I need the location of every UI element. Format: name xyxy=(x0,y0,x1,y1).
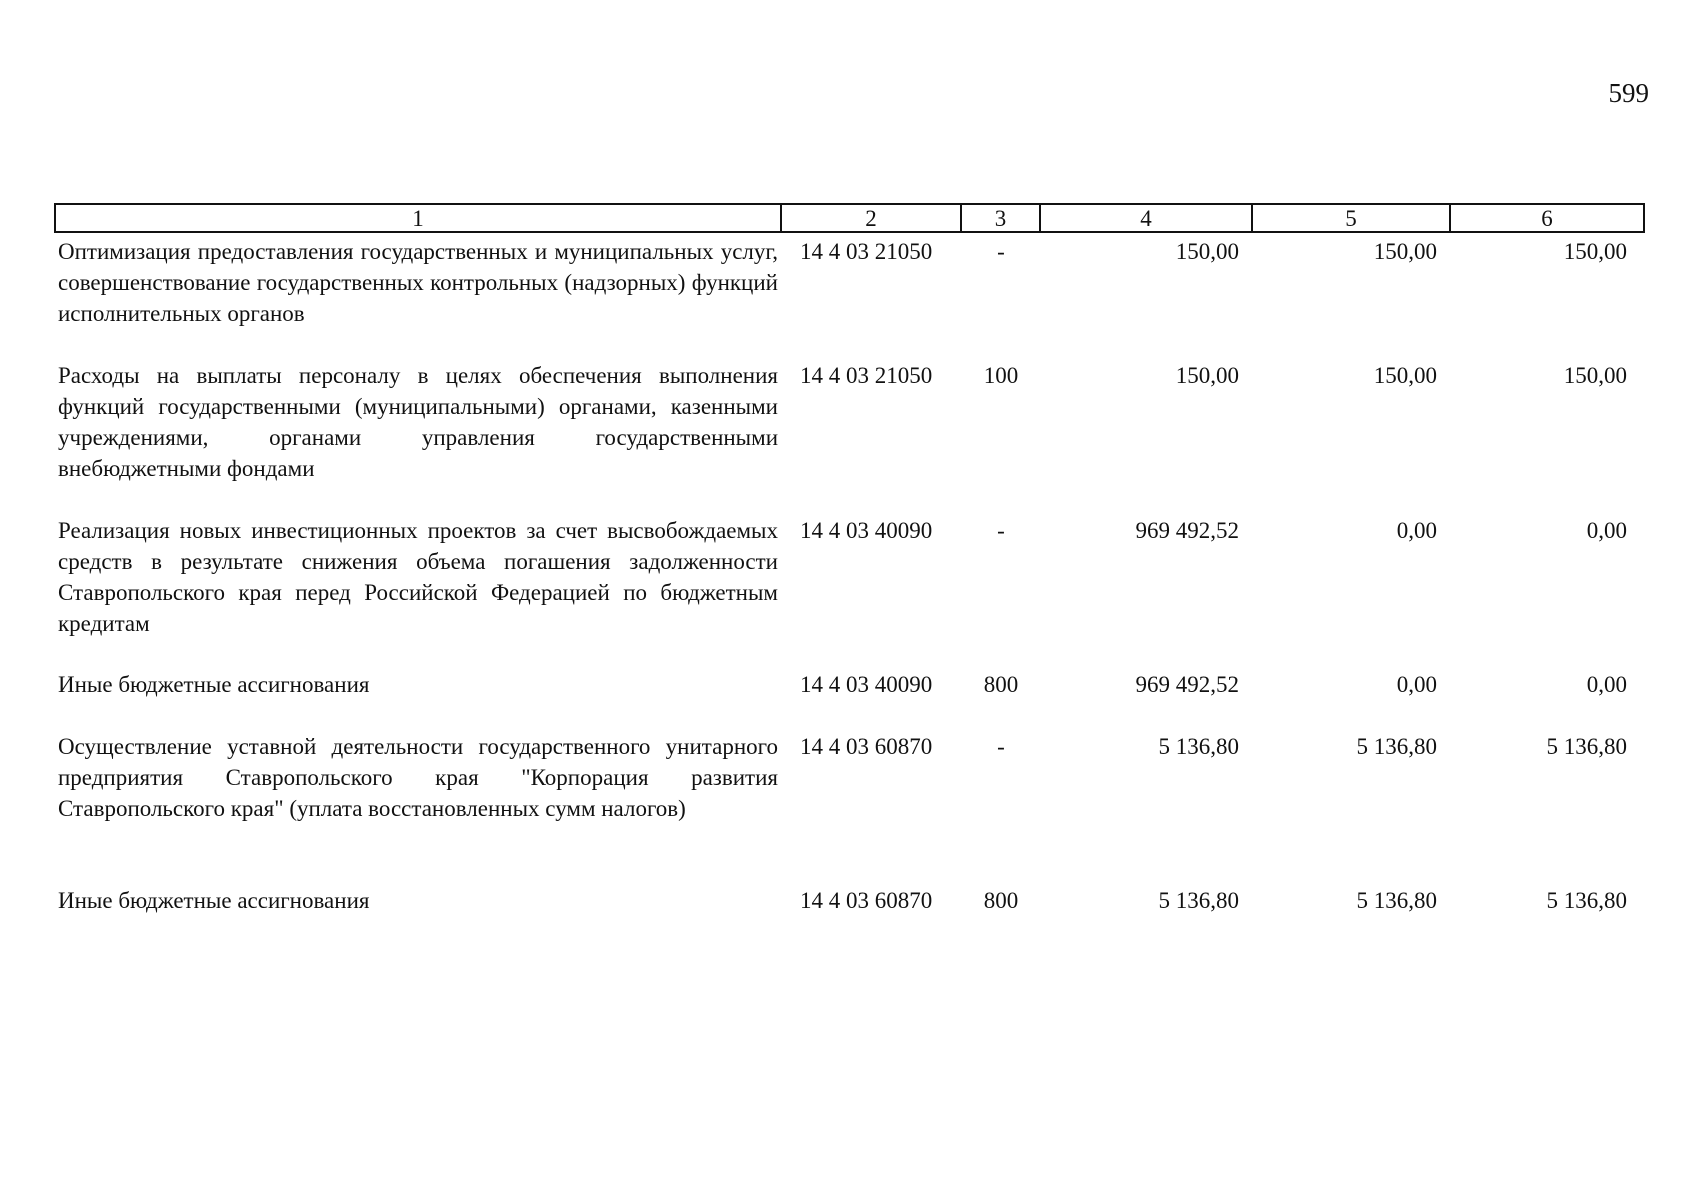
row-value-4: 969 492,52 xyxy=(1135,518,1239,543)
row-value-5: 150,00 xyxy=(1373,363,1437,388)
row-value-6: 150,00 xyxy=(1563,363,1627,388)
row-value-5: 150,00 xyxy=(1373,239,1437,264)
row-value-4: 5 136,80 xyxy=(1158,888,1239,913)
row-code: 14 4 03 40090 xyxy=(800,518,933,543)
row-value-4: 969 492,52 xyxy=(1135,672,1239,697)
header-col-6: 6 xyxy=(1541,206,1553,231)
row-description: Расходы на выплаты персоналу в целях обеспечения выполнения функций государственными (муниципальными) органами, казенными учреждениями, органами управления государственными внебюджетными фондами xyxy=(58,363,778,481)
row-value-5: 0,00 xyxy=(1396,518,1437,543)
row-code: 14 4 03 21050 xyxy=(800,239,933,264)
row-value-5: 5 136,80 xyxy=(1356,734,1437,759)
page-number: 599 xyxy=(1608,78,1649,108)
header-col-1: 1 xyxy=(56,205,782,231)
table-header xyxy=(54,203,1645,233)
row-code: 14 4 03 40090 xyxy=(800,672,933,697)
row-description: Реализация новых инвестиционных проектов за счет высвобождаемых средств в результате снижения объема погашения задолженности Ставропольского края перед Российской Федерацией по бюджетным кредитам xyxy=(58,518,778,636)
row-type: 800 xyxy=(983,888,1019,913)
row-value-6: 5 136,80 xyxy=(1546,734,1627,759)
row-value-5: 0,00 xyxy=(1396,672,1437,697)
row-type: - xyxy=(997,734,1005,759)
row-type: 800 xyxy=(983,672,1019,697)
header-col-3: 3 xyxy=(962,205,1041,231)
row-code: 14 4 03 60870 xyxy=(800,734,933,759)
header-col-4: 4 xyxy=(1041,205,1253,231)
header-col-2: 2 xyxy=(782,205,962,231)
row-description: Осуществление уставной деятельности государственного унитарного предприятия Ставропольского края "Корпорация развития Ставропольского края" (уплата восстановленных сумм налогов) xyxy=(58,734,778,821)
row-code: 14 4 03 60870 xyxy=(800,888,933,913)
row-type: 100 xyxy=(983,363,1019,388)
row-value-4: 150,00 xyxy=(1175,363,1239,388)
row-description: Иные бюджетные ассигнования xyxy=(58,888,370,913)
row-type: - xyxy=(997,239,1005,264)
row-value-4: 5 136,80 xyxy=(1158,734,1239,759)
row-value-5: 5 136,80 xyxy=(1356,888,1437,913)
row-value-6: 5 136,80 xyxy=(1546,888,1627,913)
header-col-5: 5 xyxy=(1253,205,1451,231)
row-value-6: 0,00 xyxy=(1586,672,1627,697)
row-description: Иные бюджетные ассигнования xyxy=(58,672,370,697)
row-description: Оптимизация предоставления государственных и муниципальных услуг, совершенствование государственных контрольных (надзорных) функций исполнительных органов xyxy=(58,239,778,326)
row-code: 14 4 03 21050 xyxy=(800,363,933,388)
row-type: - xyxy=(997,518,1005,543)
row-value-4: 150,00 xyxy=(1175,239,1239,264)
row-value-6: 150,00 xyxy=(1563,239,1627,264)
row-value-6: 0,00 xyxy=(1586,518,1627,543)
